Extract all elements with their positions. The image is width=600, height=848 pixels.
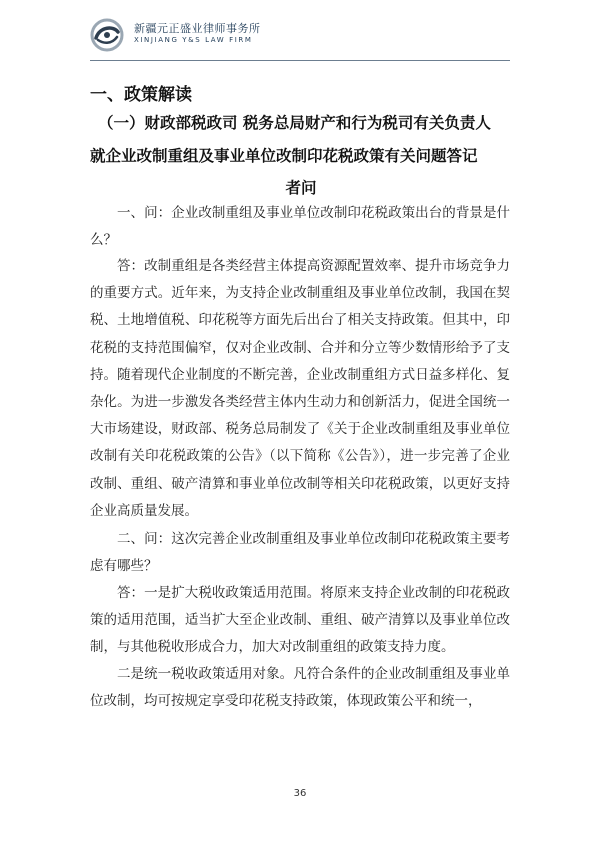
firm-name-cn: 新疆元正盛业律师事务所 (134, 22, 261, 35)
header-divider (90, 60, 510, 61)
article-title-line-1: （一）财政部税政司 税务总局财产和行为税司有关负责人 (98, 113, 491, 132)
firm-logo-icon (90, 18, 124, 52)
answer-2-point-2: 二是统一税收政策适用对象。凡符合条件的企业改制重组及事业单位改制，均可按规定享受印花税支持政策，体现政策公平和统一， (90, 666, 510, 710)
article-title-line-2: 就企业改制重组及事业单位改制印花税政策有关问题答记 (90, 146, 478, 165)
page-number: 36 (293, 788, 307, 799)
firm-name-en: XINJIANG Y&S LAW FIRM (134, 36, 253, 44)
question-2: 二、问：这次完善企业改制重组及事业单位改制印花税政策主要考虑有哪些？ (90, 531, 510, 575)
answer-1: 答：改制重组是各类经营主体提高资源配置效率、提升市场竞争力的重要方式。近年来，为支持企业改制重组及事业单位改制，我国在契税、土地增值税、印花税等方面先后出台了相关支持政策。但其中，印花税的支持范围偏窄，仅对企业改制、合并和分立等少数情形给予了支持。随着现代企业制度的不断完善，企业改制重组方式日益多样化、复杂化。为进一步激发各类经营主体内生动力和创新活力，促进全国统一大市场建设，财政部、税务总局制发了《关于企业改制重组及事业单位改制有关印花税政策的公告》（以下简称《公告》），进一步完善了企业改制、重组、破产清算和事业单位改制等相关印花税政策，以更好支持企业高质量发展。 (90, 258, 510, 519)
article-title-line-3: 者问 (285, 178, 317, 197)
answer-2-point-1: 答：一是扩大税收政策适用范围。将原来支持企业改制的印花税政策的适用范围，适当扩大至企业改制、重组、破产清算以及事业单位改制，与其他税收形成合力，加大对改制重组的政策支持力度。 (90, 585, 510, 656)
question-1: 一、问：企业改制重组及事业单位改制印花税政策出台的背景是什么？ (90, 205, 510, 249)
page-header (90, 14, 510, 58)
section-title: 一、政策解读 (90, 85, 192, 105)
